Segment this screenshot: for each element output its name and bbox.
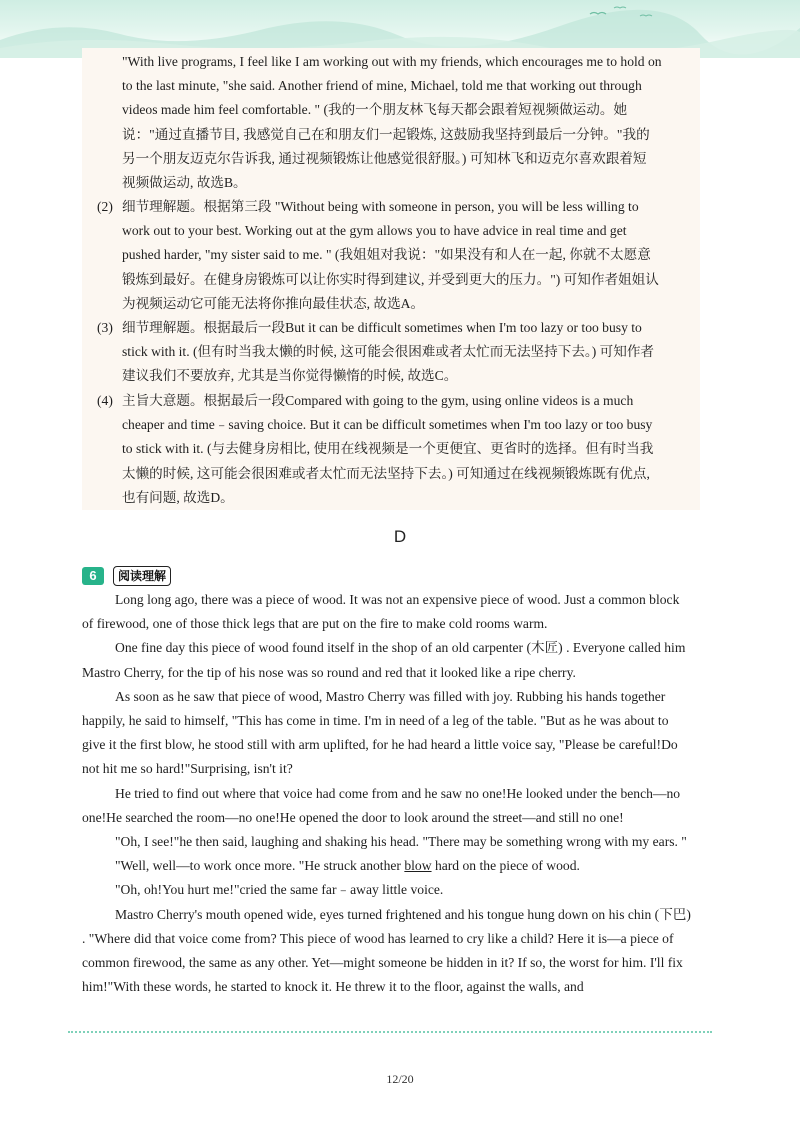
passage-text: "Well, well—to work once more. "He struck another <box>115 858 405 874</box>
passage-paragraph: Mastro Cherry's mouth opened wide, eyes turned frightened and his tongue hung down on his chin (下巴) . "Where did that voice come from? This piece of wood has learned to cry like a child? Here it is—a piece of common firewood, the same as any other. Yet—might someone be hidden in it? If so, the worst for him. I'll fix him!"With these words, he started to knock it. He threw it to the floor, against the walls, and <box>82 906 691 995</box>
question-type-tag: 阅读理解 <box>113 566 171 586</box>
footer-divider <box>68 1031 712 1033</box>
answer-item-text: 细节理解题。根据最后一段But it can be difficult sometimes when I'm too lazy or too busy to stick with it. (但有时当我太懒的时候, 这可能会很困难或者太忙而无法坚持下去。) 可知作者 建议我们不要放弃, 尤其是当你觉得懒惰的时候, 故选C。 <box>122 320 655 384</box>
passage-paragraph: As soon as he saw that piece of wood, Mastro Cherry was filled with joy. Rubbing his hands together happily, he said to himself, "This has come in time. I'm in need of a leg of the table. "But as he was about to give it the first blow, he stood still with arm uplifted, for he had heard a little voice say, "Please be careful!Do not hit me so hard!"Surprising, isn't it? <box>82 688 678 777</box>
passage-text: hard on the piece of wood. <box>431 858 580 874</box>
passage-paragraph: He tried to find out where that voice had come from and he saw no one!He looked under the bench—no one!He searched the room—no one!He opened the door to look around the street—and still no one! <box>82 785 681 825</box>
underlined-word-blow: blow <box>404 858 432 874</box>
answer-item-text: 细节理解题。根据第三段 "Without being with someone in person, you will be less willing to work out to your best. Working out at the gym allows you to have advice in real time and get pushed harder, "my sister said to me. " (我姐姐对我说："如果没有和人在一起, 你就不太愿意 锻炼到最好。在健身房锻炼可以让你实时得到建议, 并受到更大的压力。") 可知作者姐姐认 为视频运动它可能无法将你推向最佳状态, 故选A。 <box>122 199 659 311</box>
passage-paragraph: Long long ago, there was a piece of wood. It was not an expensive piece of wood. Just a common block of firewood, one of those thick legs that are put on the fire to make cold rooms warm. <box>82 592 680 632</box>
page-number: 12/20 <box>386 1072 414 1086</box>
answer-q1-explanation: "With live programs, I feel like I am working out with my friends, which encourages me to hold on to the last minute, "she said. Another friend of mine, Michael, told me that working out through videos made him feel comfortable. " (我的一个朋友林飞每天都会跟着短视频做运动。她 说："通过直播节目, 我感觉自己在和朋友们一起锻炼, 这鼓励我坚持到最后一分钟。"我的 另一个朋友迈克尔告诉我, 通过视频锻炼让他感觉很舒服。) 可知林飞和迈克尔喜欢跟着短 视频做运动, 故选B。 <box>122 54 662 191</box>
passage-paragraph: One fine day this piece of wood found itself in the shop of an old carpenter (木匠) . Everyone called him Mastro Cherry, for the tip of his nose was so round and red that it looked like a ripe cherry. <box>82 640 686 680</box>
passage-paragraph <box>82 854 692 878</box>
question-number-badge: 6 <box>82 567 104 585</box>
passage-paragraph: "Oh, oh!You hurt me!"cried the same far﹣away little voice. <box>115 882 444 898</box>
section-letter: D <box>393 527 407 546</box>
passage-paragraph: "Oh, I see!"he then said, laughing and shaking his head. "There may be something wrong with my ears. " <box>115 834 687 850</box>
answer-item-number: (3) <box>97 320 113 335</box>
answer-item-number: (4) <box>97 393 113 408</box>
answer-item-text: 主旨大意题。根据最后一段Compared with going to the gym, using online videos is a much cheaper and time﹣saving choice. But it can be difficult sometimes when I'm too lazy or too busy to stick with it. (与去健身房相比, 使用在线视频是一个更便宜、更省时的选择。但有时当我 太懒的时候, 这可能会很困难或者太忙而无法坚持下去。) 可知通过在线视频锻炼既有优点, 也有问题, 故选D。 <box>122 393 654 505</box>
reading-passage <box>82 588 692 999</box>
answer-item-number: (2) <box>97 199 113 214</box>
